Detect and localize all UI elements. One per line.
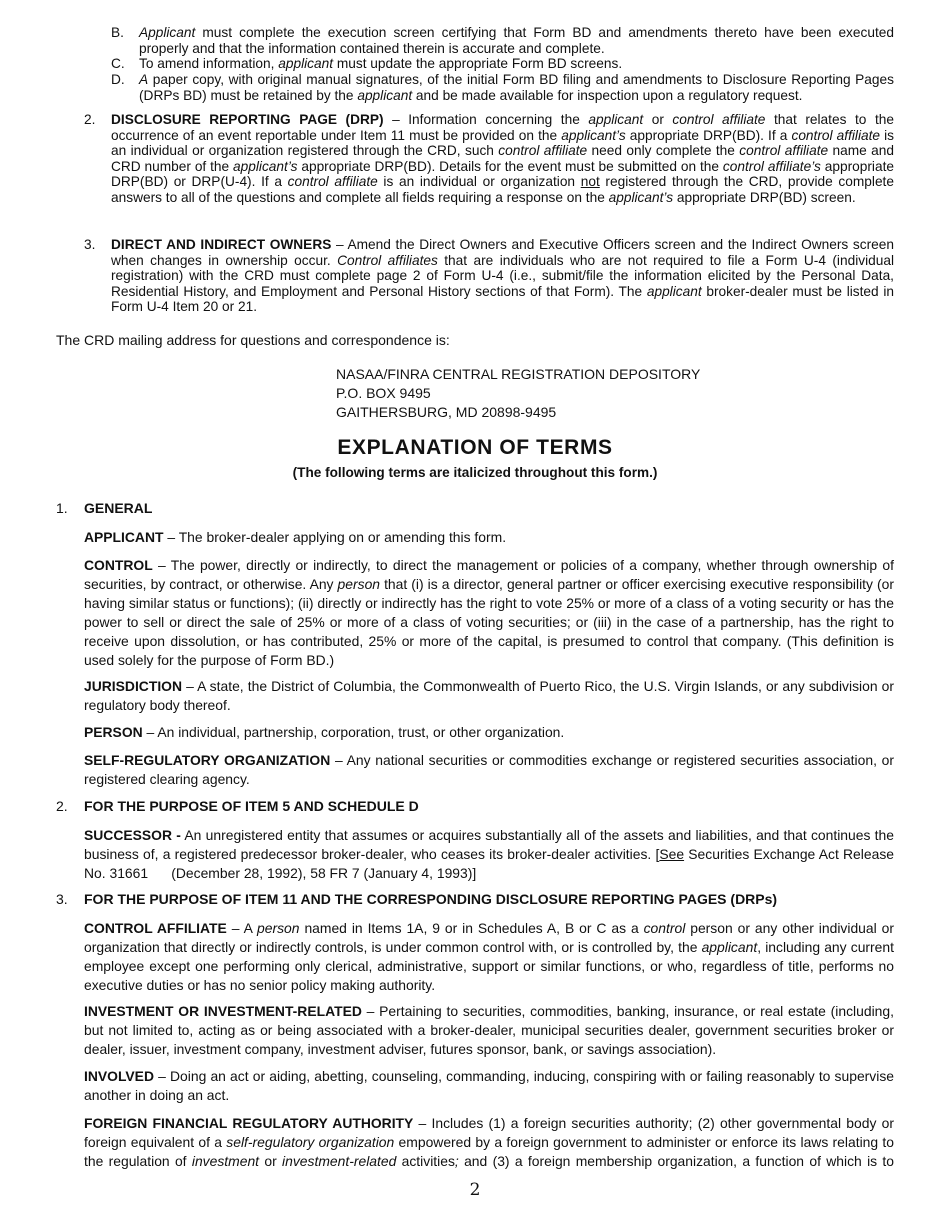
term-investment-or-investment-related: INVESTMENT OR INVESTMENT-RELATED – Pertaining to securities, commodities, banking, insurance, or real estate (including, but not limited to, acting as or being associated with a broker-dealer, municipal securities dealer, government securities broker or dealer, issuer, investment company, investment adviser, futures sponsor, bank, or savings association). <box>84 1003 894 1057</box>
term-successor: SUCCESSOR - An unregistered entity that assumes or acquires substantially all of the assets and liabilities, and that continues the business of, a registered predecessor broker-dealer, who ceases its broker-dealer activities. [See Securities Exchange Act Release No. 31661 (December 28, 1992), 58 FR 7 (January 4, 1993)] <box>84 827 898 881</box>
item-2-number: 2. <box>84 112 96 127</box>
item-C-text: To amend information, applicant must update the appropriate Form BD screens. <box>139 56 623 71</box>
term-foreign-financial-regulatory-authority: FOREIGN FINANCIAL REGULATORY AUTHORITY – Includes (1) a foreign securities authority; (2) other governmental body or foreign equivalent of a self-regulatory organization empowered by a foreign government to administer or enforce its laws relating to the regulation of investment or investment-related activities; and (3) a foreign membership organization, a function of which is to <box>84 1115 895 1169</box>
page-number: 2 <box>469 1180 481 1200</box>
item-3-number: 3. <box>84 237 96 252</box>
mailing-address-line1: NASAA/FINRA CENTRAL REGISTRATION DEPOSITORY <box>336 366 701 382</box>
section-2-number: 2. <box>56 798 68 814</box>
terms-subtitle: (The following terms are italicized throughout this form.) <box>292 465 658 480</box>
term-applicant: APPLICANT – The broker-dealer applying on or amending this form. <box>84 529 507 545</box>
term-control: CONTROL – The power, directly or indirectly, to direct the management or policies of a company, whether through ownership of securities, by contract, or otherwise. Any person that (i) is a director, general partner or officer exercising executive responsibility (or having similar status or functions); (ii) directly or indirectly has the right to vote 25% or more of a class of a voting security or has the power to sell or direct the sale of 25% or more of a class of voting securities; or (iii) in the case of a partnership, has the right to receive upon dissolution, or has contributed, 25% or more of the capital, is presumed to control that company. (This definition is used solely for the purpose of Form BD.) <box>84 557 895 668</box>
mailing-intro: The CRD mailing address for questions and correspondence is: <box>56 332 450 348</box>
item-B-text: Applicant must complete the execution screen certifying that Form BD and amendments thereto have been executed properly and that the information contained therein is accurate and complete. <box>139 25 894 56</box>
item-C-label: C. <box>111 56 125 71</box>
term-self-regulatory-organization: SELF-REGULATORY ORGANIZATION – Any national securities or commodities exchange or registered securities association, or registered clearing agency. <box>84 752 894 787</box>
section-2-title: FOR THE PURPOSE OF ITEM 5 AND SCHEDULE D <box>84 798 419 814</box>
section-3-title: FOR THE PURPOSE OF ITEM 11 AND THE CORRESPONDING DISCLOSURE REPORTING PAGES (DRPs) <box>84 891 778 907</box>
section-3-number: 3. <box>56 891 68 907</box>
term-control-affiliate: CONTROL AFFILIATE – A person named in Items 1A, 9 or in Schedules A, B or C as a control person or any other individual or organization that directly or indirectly controls, is under common control with, or is controlled by, the applicant, including any current employee except one performing only clerical, administrative, support or similar functions, or who, regardless of title, performs no executive duties or has no senior policy making authority. <box>84 920 894 993</box>
term-jurisdiction: JURISDICTION – A state, the District of Columbia, the Commonwealth of Puerto Rico, the U.S. Virgin Islands, or any subdivision or regulatory body thereof. <box>84 678 894 713</box>
mailing-address-line3: GAITHERSBURG, MD 20898-9495 <box>336 404 557 420</box>
item-2-drp-text: DISCLOSURE REPORTING PAGE (DRP) – Information concerning the applicant or control affiliate that relates to the occurrence of an event reportable under Item 11 must be provided on the applicant’s appropriate DRP(BD). If a control affiliate is an individual or organization registered through the CRD, such control affiliate need only complete the control affiliate name and CRD number of the applicant’s appropriate DRP(BD). Details for the event must be submitted on the control affiliate’s appropriate DRP(BD) or DRP(U-4). If a control affiliate is an individual or organization not registered through the CRD, provide complete answers to all of the questions and complete all fields requiring a response on the applicant’s appropriate DRP(BD) screen. <box>111 112 895 205</box>
mailing-address-line2: P.O. BOX 9495 <box>336 385 431 401</box>
term-person: PERSON – An individual, partnership, corporation, trust, or other organization. <box>84 724 565 740</box>
item-D-text: A paper copy, with original manual signatures, of the initial Form BD filing and amendments to Disclosure Reporting Pages (DRPs BD) must be retained by the applicant and be made available for inspection upon a regulatory request. <box>139 72 894 103</box>
term-involved: INVOLVED – Doing an act or aiding, abetting, counseling, commanding, inducing, conspiring with or failing reasonably to supervise another in doing an act. <box>84 1068 894 1103</box>
item-B-label: B. <box>111 25 124 40</box>
terms-title: EXPLANATION OF TERMS <box>337 436 613 459</box>
section-1-title: GENERAL <box>84 500 153 516</box>
item-3-owners-text: DIRECT AND INDIRECT OWNERS – Amend the Direct Owners and Executive Officers screen and the Indirect Owners screen when changes in ownership occur. Control affiliates that are individuals who are not required to file a Form U-4 (individual registration) with the CRD must complete page 2 of Form U-4 (i.e., submit/file the information elicited by the Personal Data, Residential History, and Employment and Personal History sections of that Form). The applicant broker-dealer must be listed in Form U-4 Item 20 or 21. <box>111 237 894 315</box>
section-1-number: 1. <box>56 500 68 516</box>
item-D-label: D. <box>111 72 125 87</box>
